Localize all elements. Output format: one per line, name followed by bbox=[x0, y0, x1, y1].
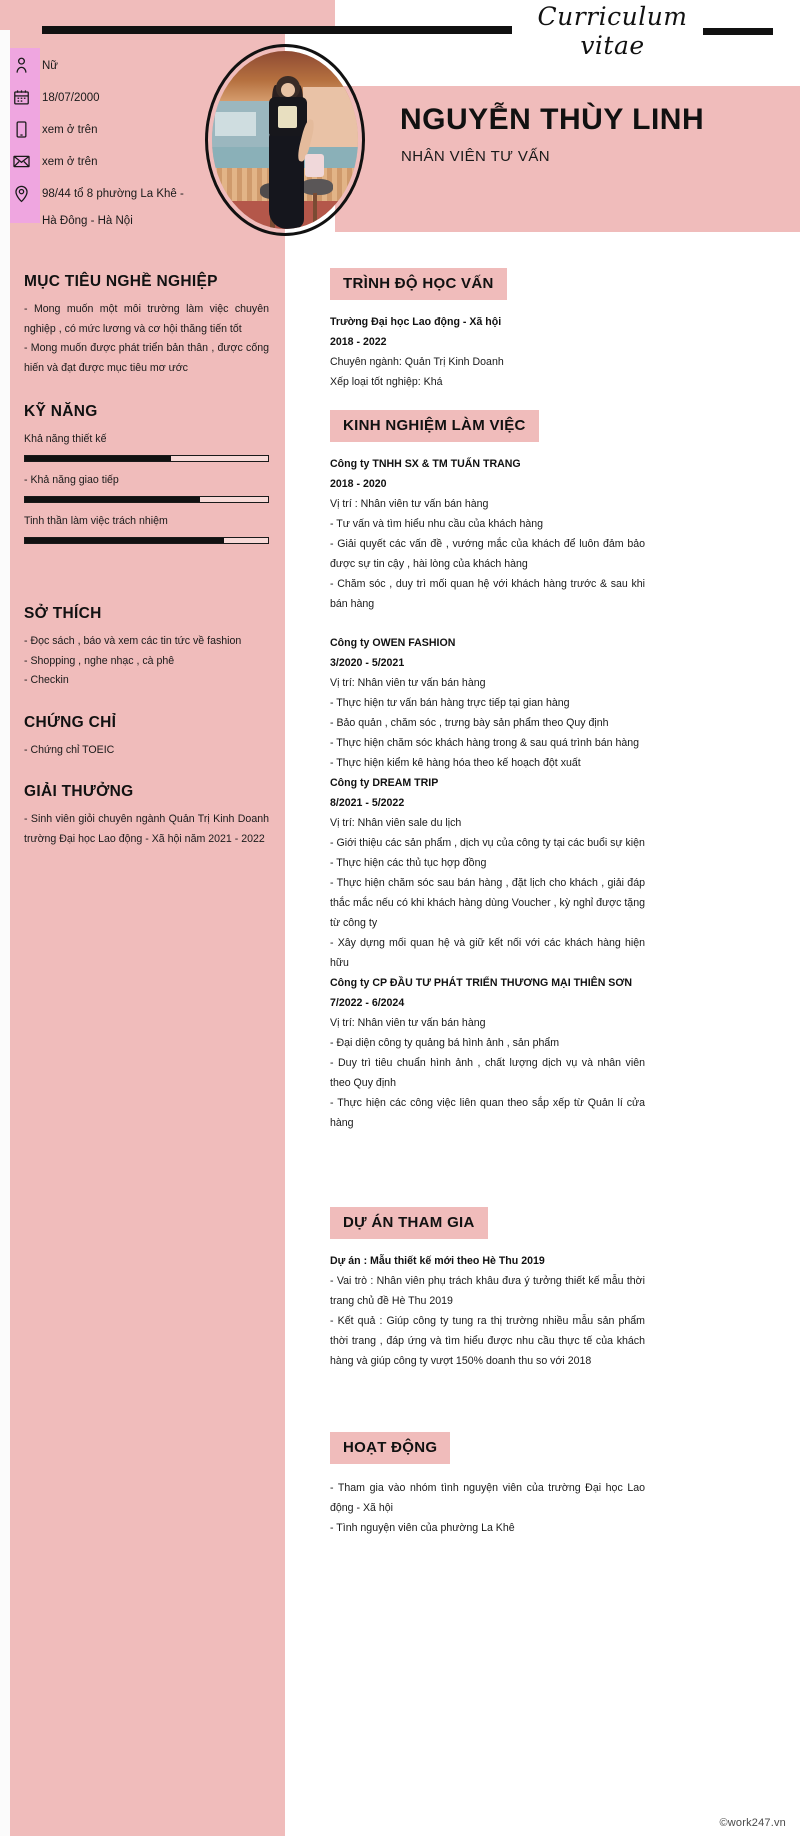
job-duty: - Thực hiện kiểm kê hàng hóa theo kế hoạch đột xuất bbox=[330, 757, 581, 769]
section-hobbies bbox=[24, 605, 269, 691]
skills-heading: KỸ NĂNG bbox=[24, 403, 98, 420]
contact-dob-value: 18/07/2000 bbox=[42, 92, 100, 104]
hobby-item: - Checkin bbox=[24, 674, 69, 686]
watermark: ©work247.vn bbox=[719, 1817, 786, 1829]
education-years: 2018 - 2022 bbox=[330, 336, 387, 348]
avatar bbox=[212, 51, 358, 229]
hobby-item: - Đọc sách , báo và xem các tin tức về fashion bbox=[24, 635, 242, 647]
location-pin-icon bbox=[12, 184, 31, 203]
skill-progress-bar bbox=[24, 455, 269, 462]
candidate-name: NGUYỄN THÙY LINH bbox=[400, 103, 705, 136]
project-line: - Kết quả : Giúp công ty tung ra thị trường nhiều mẫu sản phẩm thời trang , đáp ứng và tìm hiểu được nhu cầu thực tế của khách hàng và giúp công ty vượt 150% doanh thu so với 2018 bbox=[330, 1315, 645, 1367]
skill-item bbox=[24, 430, 269, 462]
header-rule-right bbox=[703, 28, 773, 35]
job-duty: - Xây dựng mối quan hệ và giữ kết nối với các khách hàng hiện hữu bbox=[330, 937, 645, 969]
skill-label: Khả năng thiết kế bbox=[24, 433, 107, 445]
skill-item bbox=[24, 471, 269, 503]
section-certificates bbox=[24, 714, 269, 761]
job-duty: - Duy trì tiêu chuẩn hình ảnh , chất lượng dịch vụ và nhân viên theo Quy định bbox=[330, 1057, 645, 1089]
contact-gender-value: Nữ bbox=[42, 60, 59, 72]
section-education bbox=[330, 268, 645, 392]
left-page-edge bbox=[0, 0, 10, 1839]
job-period: 8/2021 - 5/2022 bbox=[330, 797, 405, 809]
job-company: Công ty CP ĐẦU TƯ PHÁT TRIỂN THƯƠNG MẠI THIÊN SƠN bbox=[330, 977, 633, 989]
education-major: Chuyên ngành: Quản Trị Kinh Doanh bbox=[330, 356, 504, 368]
skill-label: Tinh thần làm việc trách nhiệm bbox=[24, 515, 168, 527]
contact-address-line2: Hà Đông - Hà Nội bbox=[42, 215, 133, 227]
experience-job bbox=[330, 773, 645, 973]
experience-heading: KINH NGHIỆM LÀM VIỆC bbox=[330, 410, 539, 442]
job-duty: - Thực hiện chăm sóc khách hàng trong & sau quá trình bán hàng bbox=[330, 737, 640, 749]
job-duty: - Giải quyết các vấn đề , vướng mắc của khách để luôn đảm bảo được sự tin cậy , hài lòng của khách hàng bbox=[330, 538, 645, 570]
certificates-heading: CHỨNG CHỈ bbox=[24, 714, 117, 731]
project-title: Dự án : Mẫu thiết kế mới theo Hè Thu 2019 bbox=[330, 1255, 545, 1267]
job-company: Công ty TNHH SX & TM TUẤN TRANG bbox=[330, 458, 521, 470]
job-duty: - Giới thiệu các sản phẩm , dịch vụ của công ty tại các buổi sự kiện bbox=[330, 837, 645, 849]
project-line: - Vai trò : Nhân viên phụ trách khâu đưa ý tưởng thiết kế mẫu thời trang chủ đề Hè Thu 2019 bbox=[330, 1275, 645, 1307]
section-objective bbox=[24, 273, 269, 378]
contact-address-value bbox=[42, 184, 184, 230]
calendar-icon bbox=[12, 88, 31, 107]
activity-line: - Tình nguyện viên của phường La Khê bbox=[330, 1522, 515, 1534]
experience-job bbox=[330, 454, 645, 614]
job-period: 2018 - 2020 bbox=[330, 478, 387, 490]
candidate-role: NHÂN VIÊN TƯ VẤN bbox=[401, 148, 550, 165]
activities-heading: HOẠT ĐỘNG bbox=[330, 1432, 450, 1464]
job-company: Công ty OWEN FASHION bbox=[330, 637, 456, 649]
section-awards bbox=[24, 783, 269, 849]
cv-script-title: Curriculum vitae bbox=[537, 2, 688, 60]
job-position: Vị trí : Nhân viên tư vấn bán hàng bbox=[330, 498, 489, 510]
job-period: 7/2022 - 6/2024 bbox=[330, 997, 405, 1009]
skill-item bbox=[24, 512, 269, 544]
header-rule-left bbox=[42, 26, 512, 34]
job-duty: - Đại diện công ty quảng bá hình ảnh , sản phẩm bbox=[330, 1037, 560, 1049]
awards-heading: GIẢI THƯỞNG bbox=[24, 783, 134, 800]
job-duty: - Chăm sóc , duy trì mối quan hệ với khách hàng trước & sau khi bán hàng bbox=[330, 578, 645, 610]
objective-heading: MỤC TIÊU NGHỀ NGHIỆP bbox=[24, 273, 218, 290]
job-company: Công ty DREAM TRIP bbox=[330, 777, 439, 789]
award-item: - Sinh viên giỏi chuyên ngành Quản Trị Kinh Doanh trường Đại học Lao động - Xã hội năm 2021 - 2022 bbox=[24, 813, 269, 845]
skill-progress-bar bbox=[24, 537, 269, 544]
hobby-item: - Shopping , nghe nhạc , cà phê bbox=[24, 654, 175, 667]
hobbies-heading: SỞ THÍCH bbox=[24, 605, 102, 622]
experience-job bbox=[330, 633, 645, 773]
job-duty: - Thực hiện các thủ tục hợp đồng bbox=[330, 857, 487, 869]
certificate-item: - Chứng chỉ TOEIC bbox=[24, 744, 115, 756]
column-divider bbox=[285, 0, 294, 1839]
skill-label: - Khả năng giao tiếp bbox=[24, 474, 119, 486]
job-duty: - Bảo quản , chăm sóc , trưng bày sản phẩm theo Quy định bbox=[330, 717, 609, 729]
job-duty: - Tư vấn và tìm hiểu nhu cầu của khách hàng bbox=[330, 518, 544, 530]
job-duty: - Thực hiện các công việc liên quan theo sắp xếp từ Quản lí cửa hàng bbox=[330, 1097, 645, 1129]
contact-address-line1: 98/44 tổ 8 phường La Khê - bbox=[42, 188, 184, 200]
skill-progress-bar bbox=[24, 496, 269, 503]
person-icon bbox=[12, 56, 31, 75]
objective-line-2: - Mong muốn được phát triển bản thân , được cống hiến và đạt được mục tiêu mơ ước bbox=[24, 342, 269, 374]
phone-icon bbox=[12, 120, 31, 139]
contact-email-value: xem ở trên bbox=[42, 156, 98, 168]
education-grade: Xếp loại tốt nghiệp: Khá bbox=[330, 376, 443, 388]
job-position: Vị trí: Nhân viên sale du lịch bbox=[330, 817, 462, 829]
section-activities bbox=[330, 1432, 645, 1538]
education-heading: TRÌNH ĐỘ HỌC VẤN bbox=[330, 268, 507, 300]
activity-line: - Tham gia vào nhóm tình nguyện viên của trường Đại học Lao động - Xã hội bbox=[330, 1482, 645, 1514]
education-school: Trường Đại học Lao động - Xã hội bbox=[330, 316, 502, 328]
contact-phone-value: xem ở trên bbox=[42, 124, 98, 136]
section-projects bbox=[330, 1207, 645, 1371]
experience-job bbox=[330, 973, 645, 1133]
job-duty: - Thực hiện chăm sóc sau bán hàng , đặt lịch cho khách , giải đáp thắc mắc nếu có khi khách hàng dùng Voucher , kỳ nghỉ được tặng từ công ty bbox=[330, 877, 645, 929]
job-duty: - Thực hiện tư vấn bán hàng trực tiếp tại gian hàng bbox=[330, 697, 570, 709]
objective-line-1: - Mong muốn một môi trường làm việc chuyên nghiệp , có mức lương và cơ hội thăng tiến tốt bbox=[24, 303, 269, 335]
job-position: Vị trí: Nhân viên tư vấn bán hàng bbox=[330, 677, 486, 689]
section-experience bbox=[330, 410, 645, 1133]
envelope-icon bbox=[12, 152, 31, 171]
job-position: Vị trí: Nhân viên tư vấn bán hàng bbox=[330, 1017, 486, 1029]
projects-heading: DỰ ÁN THAM GIA bbox=[330, 1207, 488, 1239]
section-skills bbox=[24, 403, 269, 544]
job-period: 3/2020 - 5/2021 bbox=[330, 657, 405, 669]
